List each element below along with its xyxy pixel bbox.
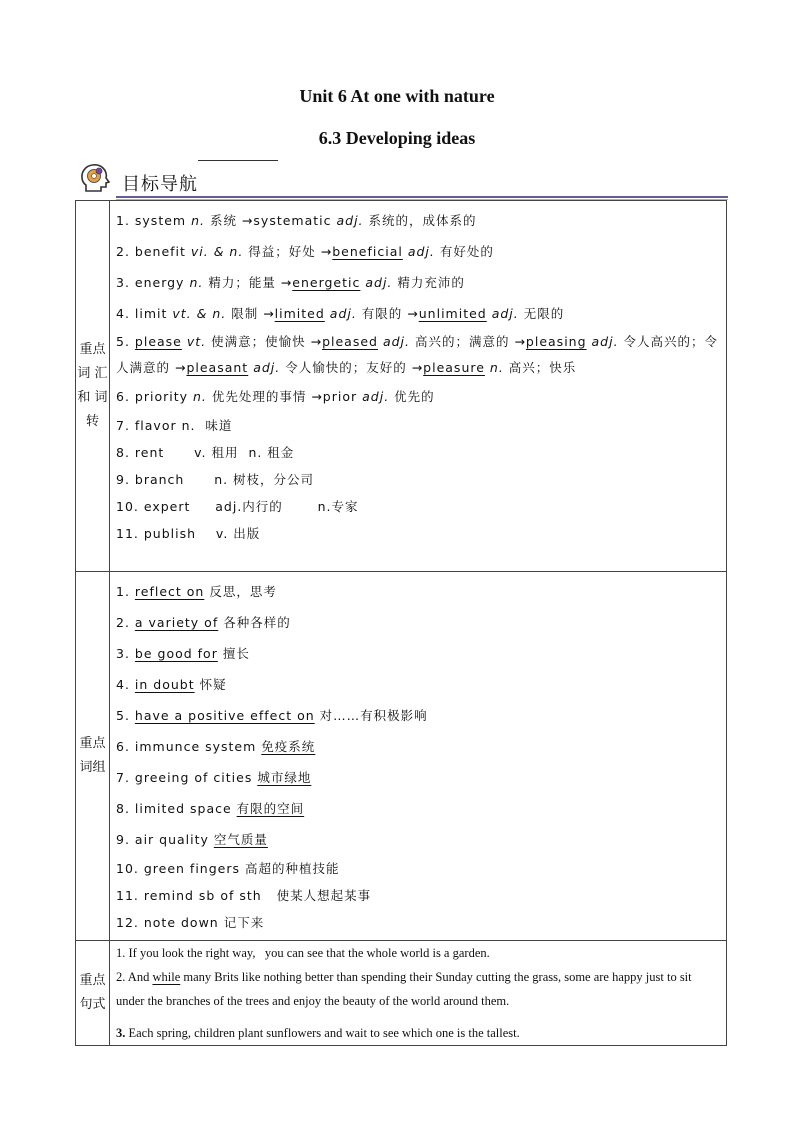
vocab-line-5: 5. please vt. 使满意；使愉快 →pleased adj. 高兴的；满意的 →pleasing adj. 令人高兴的；令人满意的 →pleasant adj. 令人愉快的；友好的 →pleasure n. 高兴；快乐 [116,334,719,375]
sentence-3: 3. Each spring, children plant sunflowers and wait to see which one is the tallest. [116,1026,520,1040]
sentence-2: 2. And while many Brits like nothing better than spending their Sunday cutting the grass, some are happy just to sit under the branches of the trees and enjoy the beauty of the world around them. [116,970,692,1008]
sentence-row [76,941,727,1046]
vocab-line-1: 1. system n. 系统 →systematic adj. 系统的，成体系的 [116,213,477,228]
vocab-line-11: 11. publish v. 出版 [116,526,261,541]
lesson-title: 6.3 Developing ideas [318,128,476,148]
phrase-item: 8. limited space 有限的空间 [116,801,305,816]
sentence-1: 1. If you look the right way, you can see that the whole world is a garden. [116,946,490,960]
phrase-item: 7. greeing of cities 城市绿地 [116,770,312,785]
vocab-line-7: 7. flavor n. 味道 [116,418,233,433]
vocab-cell [110,201,727,572]
vocab-line-6: 6. priority n. 优先处理的事情 →prior adj. 优先的 [116,389,435,404]
banner-label: 目标导航 [122,174,198,195]
section-banner [76,158,728,200]
phrase-item: 3. be good for 擅长 [116,646,250,661]
phrase-item: 10. green fingers 高超的种植技能 [116,861,340,876]
sentence-heading: 重点 句式 [76,941,110,1046]
phrase-item: 4. in doubt 怀疑 [116,677,227,692]
banner-top-line [198,160,278,161]
phrase-item: 2. a variety of 各种各样的 [116,615,291,630]
head-with-gears-icon [78,161,112,195]
vocab-line-9: 9. branch n. 树枝，分公司 [116,472,315,487]
phrase-heading: 重点 词组 [76,572,110,941]
phrase-item: 1. reflect on 反思，思考 [116,584,277,599]
phrase-row [76,572,727,941]
vocab-line-3: 3. energy n. 精力；能量 →energetic adj. 精力充沛的 [116,275,465,290]
phrase-item: 9. air quality 空气质量 [116,832,268,847]
phrase-item: 6. immunce system 免疫系统 [116,739,316,754]
vocab-line-4: 4. limit vt. & n. 限制 →limited adj. 有限的 →unlimited adj. 无限的 [116,306,565,321]
vocab-line-2: 2. benefit vi. & n. 得益；好处 →beneficial adj. 有好处的 [116,244,494,259]
unit-title: Unit 6 At one with nature [299,86,495,106]
phrase-item: 12. note down 记下来 [116,915,265,930]
phrase-cell [110,572,727,941]
sentence-cell [110,941,727,1046]
vocab-line-10: 10. expert adj.内行的 n.专家 [116,499,359,514]
study-table [75,200,727,1046]
phrase-item: 11. remind sb of sth 使某人想起某事 [116,888,372,903]
vocab-line-8: 8. rent v. 租用 n. 租金 [116,445,295,460]
vocab-heading: 重点 词 汇 和 词 转 [76,201,110,572]
vocab-row [76,201,727,572]
banner-rule [116,196,728,198]
phrase-item: 5. have a positive effect on 对……有积极影响 [116,708,428,723]
